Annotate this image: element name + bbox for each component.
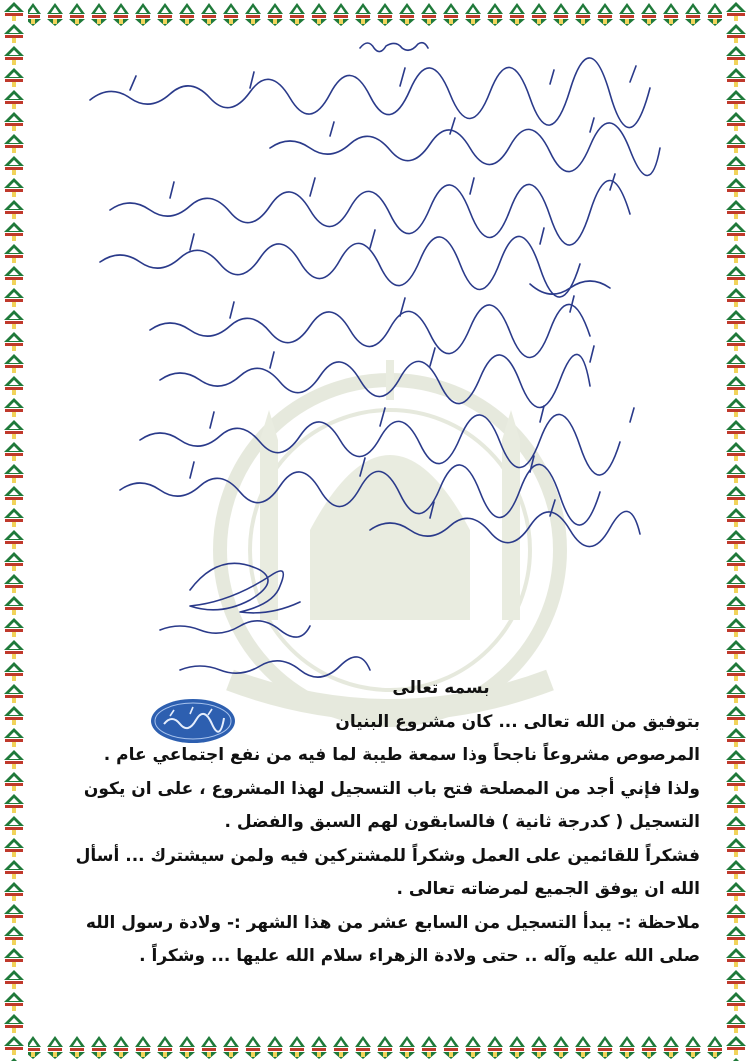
border-top-ornament: [0, 0, 750, 28]
text-line: المرصوص مشروعاً ناجحاً وذا سمعة طيبة لما فيه من نفع اجتماعي عام .: [103, 745, 700, 765]
text-line: ولذا فإني أجد من المصلحة فتح باب التسجيل لهذا المشروع ، على ان يكون: [83, 778, 700, 799]
handwritten-letter: [70, 30, 690, 680]
text-line: صلى الله عليه وآله .. حتى ولادة الزهراء سلام الله عليها ... وشكراً .: [139, 946, 700, 966]
border-right-ornament: [722, 0, 750, 1061]
text-line: بتوفيق من الله تعالى ... كان مشروع البنيان: [335, 711, 700, 732]
border-bottom-ornament: [0, 1033, 750, 1061]
border-left-ornament: [0, 0, 28, 1061]
text-line: فشكراً للقائمين على العمل وشكراً للمشتركين فيه ولمن سيشترك ... أسأل: [75, 845, 700, 866]
typed-transcription: [52, 672, 700, 974]
text-line: الله ان يوفق الجميع لمرضاته تعالى .: [396, 879, 700, 899]
text-line: التسجيل ( كدرجة ثانية ) فالسابقون لهم السبق والفضل .: [224, 812, 700, 832]
text-line: ملاحظة :- يبدأ التسجيل من السابع عشر من هذا الشهر :- ولادة رسول الله: [85, 912, 700, 933]
document-title: بسمه تعالى: [392, 678, 490, 698]
